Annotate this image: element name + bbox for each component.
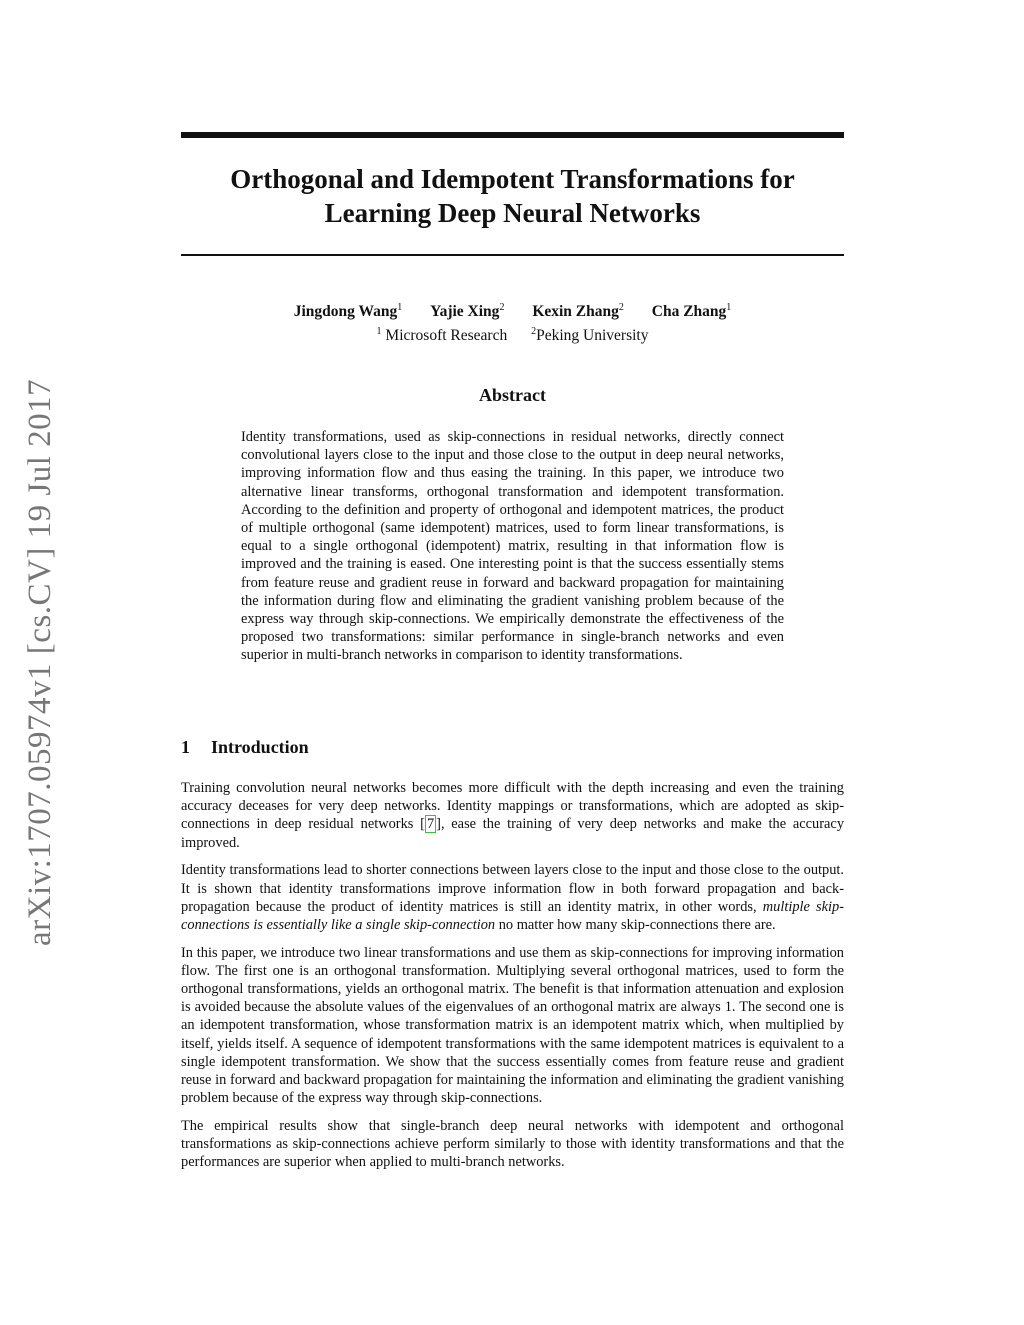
introduction-body bbox=[181, 779, 844, 1181]
intro-paragraph-4: The empirical results show that single-branch deep neural networks with idempotent and orthogonal transformations as skip-connections achieve perform similarly to those with identity transformations and that the performances are superior when applied to multi-branch networks. bbox=[181, 1117, 844, 1171]
arxiv-identifier: arXiv:1707.05974v1 [cs.CV] 19 Jul 2017 bbox=[22, 378, 58, 946]
title-line-1: Orthogonal and Idempotent Transformations for bbox=[230, 164, 795, 194]
author-3: Kexin Zhang$^2$ bbox=[532, 302, 624, 321]
intro-paragraph-2: Identity transformations lead to shorter connections between layers close to the input and those close to the output. It is shown that identity transformations improve information flow in both forward propagation and back-propagation because the product of identity matrices is still an identity matrix, in other words, multiple skip-connections is essentially like a single skip-connection no matter how many skip-connections there are. bbox=[181, 862, 845, 933]
author-4: Cha Zhang$^1$ bbox=[651, 302, 732, 321]
affiliation-1: $^1$ Microsoft Research bbox=[376, 326, 508, 345]
abstract-text: Identity transformations, used as skip-connections in residual networks, directly connect convolutional layers close to the input and those close to the output in deep neural networks, improving information flow and thus easing the training. In this paper, we introduce two alternative linear transforms, orthogonal transformation and idempotent transformation. According to the definition and property of orthogonal and idempotent matrices, the product of multiple orthogonal (same idempotent) matrices, used to form linear transformations, is equal to a single orthogonal (idempotent) matrix, resulting in that information flow is improved and the training is eased. One interesting point is that the success essentially stems from feature reuse and gradient reuse in forward and backward propagation for maintaining the information during flow and eliminating the gradient vanishing problem because of the express way through skip-connections. We empirically demonstrate the effectiveness of the proposed two transformations: similar performance in single-branch networks and even superior in multi-branch networks in comparison to identity transformations. bbox=[241, 429, 784, 664]
author-2: Yajie Xing$^2$ bbox=[430, 302, 505, 321]
citation-link[interactable]: 7 bbox=[426, 816, 435, 833]
intro-paragraph-1: Training convolution neural networks becomes more difficult with the depth increasing and even the training accuracy deceases for very deep networks. Identity mappings or transformations, which are adopted as skip-connections in deep residual networks [ 7 ], ease the training of very deep networks and make the accuracy improved. bbox=[181, 780, 845, 851]
abstract-heading: Abstract bbox=[479, 385, 546, 405]
intro-paragraph-3: In this paper, we introduce two linear transformations and use them as skip-connections for improving information flow. The first one is an orthogonal transformation. Multiplying several orthogonal matrices, used to form the orthogonal transformations, yields an orthogonal matrix. The benefit is that information attenuation and explosion is avoided because the absolute values of the eigenvalues of an orthogonal matrix are always 1. The second one is an idempotent transformation, whose transformation matrix is an idempotent matrix which, when multiplied by itself, yields itself. A sequence of idempotent transformations with the same idempotent matrices is equivalent to a single idempotent transformation. We show that the success essentially comes from feature reuse and gradient reuse in forward and backward propagation for maintaining the information and eliminating the gradient vanishing problem because of the express way through skip-connections. bbox=[181, 944, 844, 1107]
section-title: Introduction bbox=[211, 737, 309, 757]
title-line-2: Learning Deep Neural Networks bbox=[324, 198, 701, 228]
title-bottom-rule bbox=[181, 254, 844, 256]
author-block bbox=[181, 298, 844, 346]
paper-title bbox=[181, 162, 844, 230]
section-heading-introduction bbox=[181, 737, 309, 758]
author-1: Jingdong Wang$^1$ bbox=[293, 302, 403, 321]
section-number: 1 bbox=[181, 737, 190, 757]
affiliations bbox=[181, 322, 844, 346]
title-top-rule bbox=[181, 132, 844, 138]
author-names bbox=[181, 298, 844, 322]
affiliation-2: $^2$Peking University bbox=[531, 326, 649, 345]
